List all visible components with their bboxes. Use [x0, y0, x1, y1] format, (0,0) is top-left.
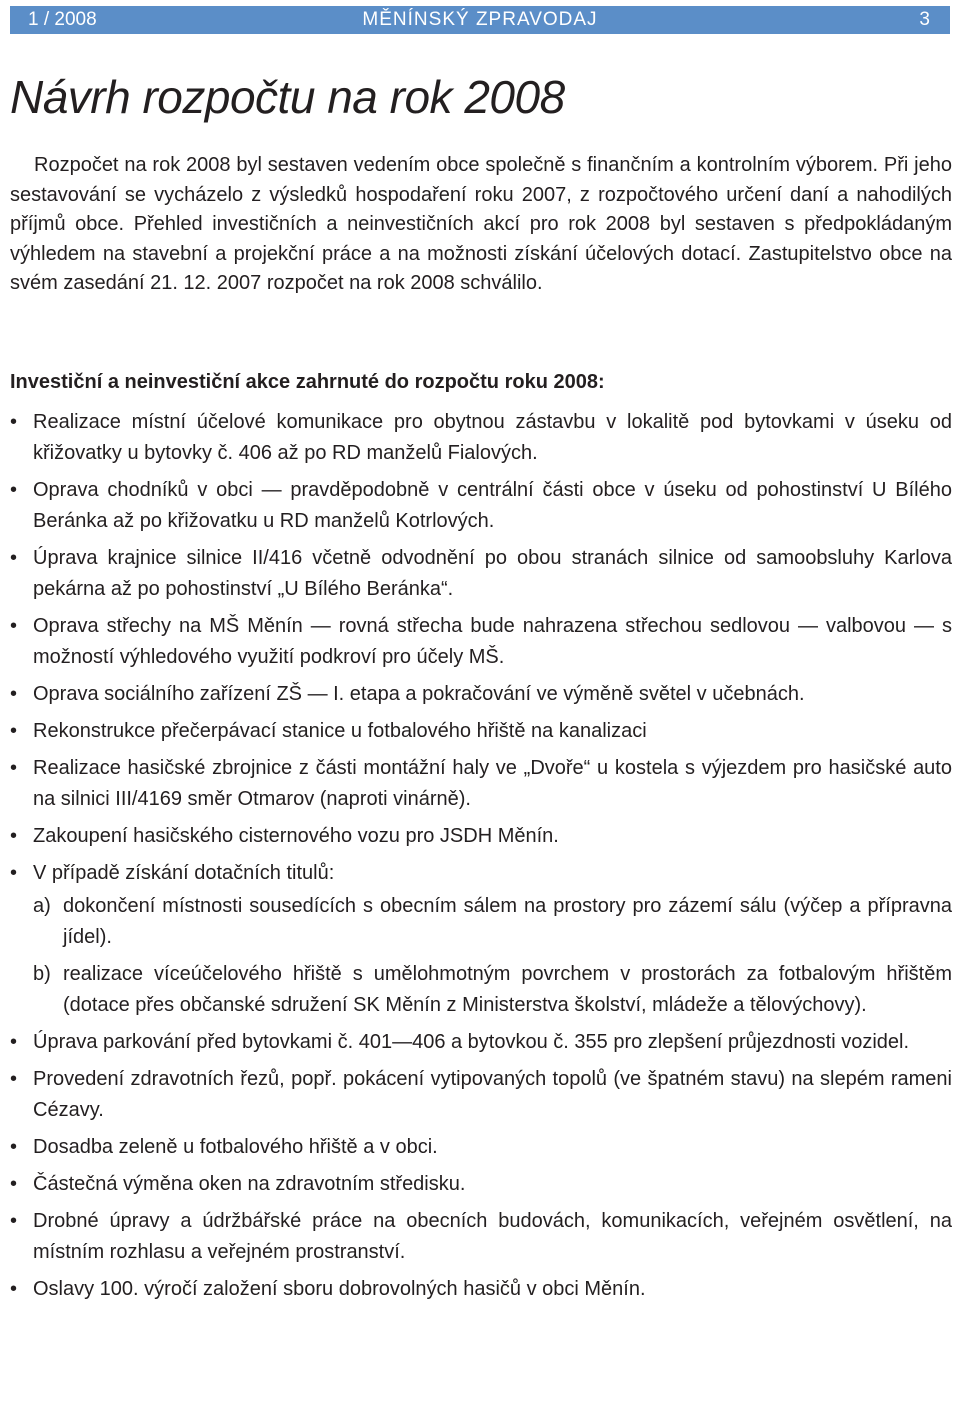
list-item-text: Dosadba zeleně u fotbalového hřiště a v obci.	[33, 1136, 438, 1158]
list-item-text: Oprava střechy na MŠ Měnín — rovná střecha bude nahrazena střechou sedlovou — valbovou — s možností výhledového využití podkroví pro účely MŠ.	[33, 615, 952, 668]
list-item	[10, 858, 952, 1021]
list-item	[10, 1027, 952, 1058]
bullet-icon: •	[10, 547, 18, 569]
budget-items-list	[10, 407, 952, 1311]
sub-item-marker: a)	[33, 895, 51, 917]
list-item-text: Oslavy 100. výročí založení sboru dobrovolných hasičů v obci Měnín.	[33, 1278, 646, 1300]
list-item	[10, 543, 952, 605]
list-item	[10, 611, 952, 673]
sub-item-marker: b)	[33, 963, 51, 985]
list-item-text: Úprava parkování před bytovkami č. 401—406 a bytovkou č. 355 pro zlepšení průjezdnosti vozidel.	[33, 1031, 910, 1053]
intro-paragraph: Rozpočet na rok 2008 byl sestaven vedením obce společně s finančním a kontrolním výborem. Při jeho sestavování se vycházelo z výsledků hospodaření roku 2007, z rozpočtového určení daní a nahodilých příjmů obce. Přehled investičních a neinvestičních akcí pro rok 2008 byl sestaven s předpokládaným výhledem na stavební a projekční práce a na možnosti získání účelových dotací. Zastupitelstvo obce na svém zasedání 21. 12. 2007 rozpočet na rok 2008 schválilo.	[10, 154, 952, 295]
list-item-text: Oprava sociálního zařízení ZŠ — I. etapa a pokračování ve výměně světel v učebnách.	[33, 683, 805, 705]
section-heading: Investiční a neinvestiční akce zahrnuté do rozpočtu roku 2008:	[10, 371, 605, 393]
bullet-icon: •	[10, 1173, 18, 1195]
list-item-text: Úprava krajnice silnice II/416 včetně odvodnění po obou stranách silnice od samoobsluhy Karlova pekárna až po pohostinství „U Bílého Beránka“.	[33, 547, 952, 600]
bullet-icon: •	[10, 683, 18, 705]
sub-item-text: dokončení místnosti sousedících s obecním sálem na prostory pro zázemí sálu (výčep a přípravna jídel).	[63, 895, 952, 948]
page-header-bar	[10, 6, 950, 34]
bullet-icon: •	[10, 1136, 18, 1158]
article-title: Návrh rozpočtu na rok 2008	[10, 71, 565, 123]
list-item	[10, 753, 952, 815]
bullet-icon: •	[10, 479, 18, 501]
bullet-icon: •	[10, 411, 18, 433]
list-item	[10, 821, 952, 852]
bullet-icon: •	[10, 720, 18, 742]
list-item	[10, 1064, 952, 1126]
bullet-icon: •	[10, 1031, 18, 1053]
bullet-icon: •	[10, 862, 18, 884]
list-item-text: Oprava chodníků v obci — pravděpodobně v centrální části obce v úseku od pohostinství U Bílého Beránka až po křižovatku u RD manželů Kotrlových.	[33, 479, 952, 532]
list-item-text: Provedení zdravotních řezů, popř. pokácení vytipovaných topolů (ve špatném stavu) na slepém rameni Cézavy.	[33, 1068, 952, 1121]
list-item	[10, 1132, 952, 1163]
bullet-icon: •	[10, 1068, 18, 1090]
list-item	[10, 1206, 952, 1268]
list-item	[10, 1274, 952, 1305]
list-item-text: Realizace hasičské zbrojnice z části montážní haly ve „Dvoře“ u kostela s výjezdem pro hasičské auto na silnici III/4169 směr Otmarov (naproti vinárně).	[33, 757, 952, 810]
list-item	[10, 407, 952, 469]
sub-item-text: realizace víceúčelového hřiště s umělohmotným povrchem v prostorách za fotbalovým hřištěm (dotace přes občanské sdružení SK Měnín z Ministerstva školství, mládeže a tělovýchovy).	[63, 963, 952, 1016]
list-item	[10, 716, 952, 747]
bullet-icon: •	[10, 757, 18, 779]
page-number: 3	[919, 9, 930, 30]
list-item-text: V případě získání dotačních titulů:	[33, 862, 335, 884]
list-item-text: Realizace místní účelové komunikace pro obytnou zástavbu v lokalitě pod bytovkami v úseku od křižovatky u bytovky č. 406 až po RD manželů Fialových.	[33, 411, 952, 464]
list-item-text: Drobné úpravy a údržbářské práce na obecních budovách, komunikacích, veřejném osvětlení, na místním rozhlasu a veřejném prostranství.	[33, 1210, 952, 1263]
bullet-icon: •	[10, 825, 18, 847]
list-item-text: Rekonstrukce přečerpávací stanice u fotbalového hřiště na kanalizaci	[33, 720, 647, 742]
publication-name: MĚNÍNSKÝ ZPRAVODAJ	[362, 9, 598, 30]
bullet-icon: •	[10, 615, 18, 637]
list-item-text: Částečná výměna oken na zdravotním středisku.	[33, 1173, 466, 1195]
grant-dependent-sublist	[33, 891, 952, 1021]
list-item	[10, 475, 952, 537]
issue-number: 1 / 2008	[28, 9, 97, 30]
sub-list-item	[33, 959, 952, 1021]
list-item	[10, 1169, 952, 1200]
sub-list-item	[33, 891, 952, 953]
bullet-icon: •	[10, 1278, 18, 1300]
list-item	[10, 679, 952, 710]
list-item-text: Zakoupení hasičského cisternového vozu pro JSDH Měnín.	[33, 825, 559, 847]
bullet-icon: •	[10, 1210, 18, 1232]
